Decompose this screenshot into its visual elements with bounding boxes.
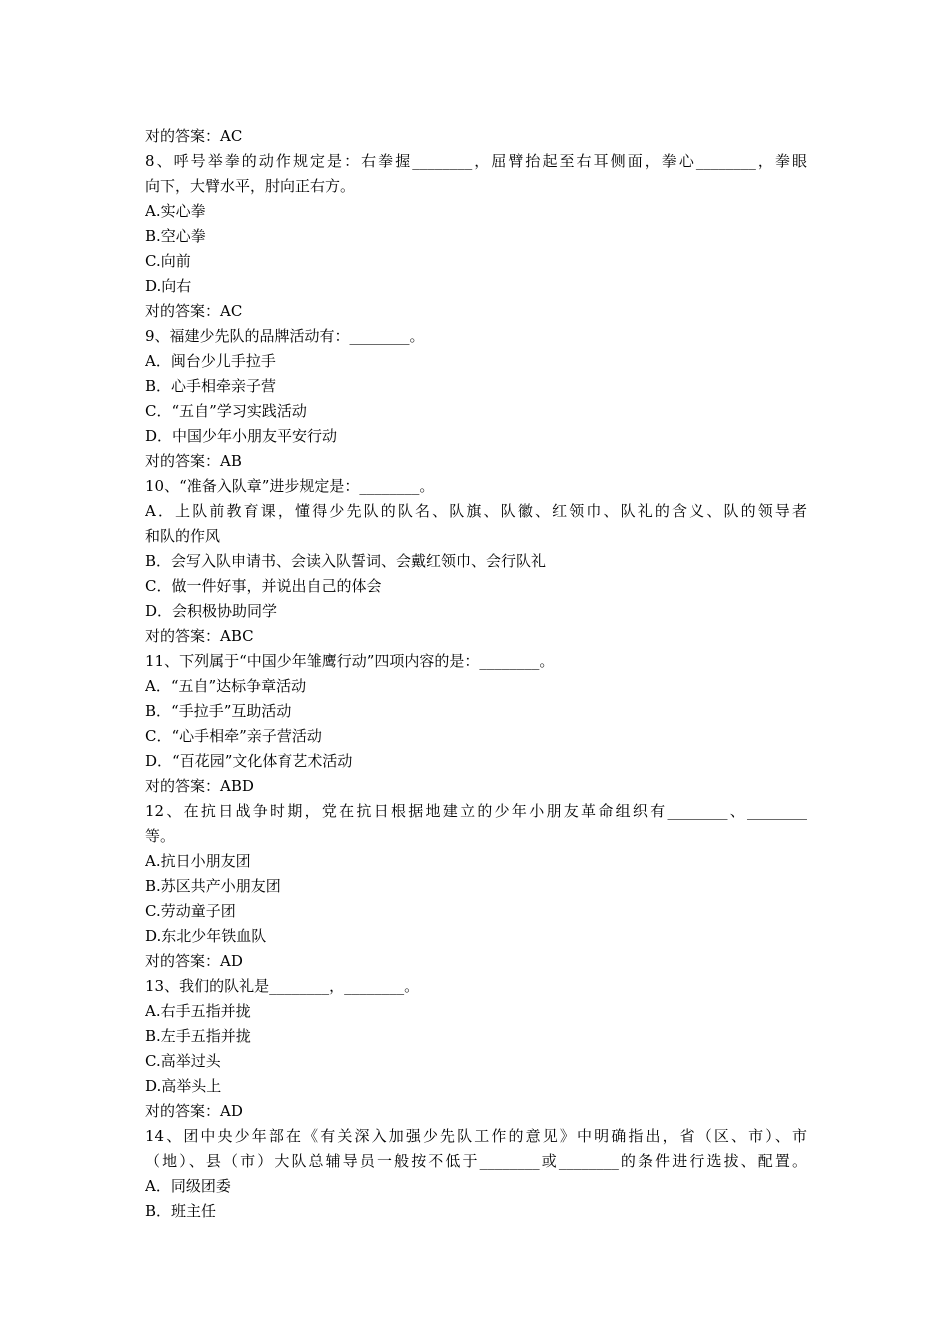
text-line: B.左手五指并拢 [145, 1027, 251, 1045]
text-line: A．上队前教育课，懂得少先队的队名、队旗、队徽、红领巾、队礼的含义、队的领导者 [145, 502, 807, 520]
text-line: 对的答案：AD [145, 952, 243, 970]
text-line: D.高举头上 [145, 1077, 222, 1095]
text-line: 8、呼号举拳的动作规定是：右拳握________，屈臂抬起至右耳侧面，拳心________，拳眼 [145, 152, 807, 170]
text-line: D.东北少年铁血队 [145, 927, 267, 945]
text-line: 对的答案：ABD [145, 777, 254, 795]
text-line: 向下，大臂水平，肘向正右方。 [145, 177, 356, 195]
text-line: 9、福建少先队的品牌活动有：________。 [145, 327, 425, 345]
text-line: B．班主任 [145, 1202, 217, 1220]
text-line: 10、“准备入队章”进步规定是：________。 [145, 477, 435, 495]
text-line: D.向右 [145, 277, 192, 295]
text-line: A.右手五指并拢 [145, 1002, 251, 1020]
text-line: D．会积极协助同学 [145, 602, 278, 620]
text-line: A．“五自”达标争章活动 [145, 677, 307, 695]
text-line: C.劳动童子团 [145, 902, 236, 920]
text-line: 对的答案：AD [145, 1102, 243, 1120]
text-line: 对的答案：AC [145, 127, 243, 145]
text-line: 14、团中央少年部在《有关深入加强少先队工作的意见》中明确指出，省（区、市）、市 [145, 1127, 807, 1145]
text-line: 对的答案：AC [145, 302, 243, 320]
text-line: C.向前 [145, 252, 191, 270]
text-line: A.抗日小朋友团 [145, 852, 251, 870]
text-line: 11、下列属于“中国少年雏鹰行动”四项内容的是：________。 [145, 652, 555, 670]
text-line: C．“心手相牵”亲子营活动 [145, 727, 322, 745]
text-line: （地）、县（市）大队总辅导员一般按不低于________或________的条件进行选拔、配置。 [145, 1152, 807, 1170]
text-line: 对的答案：AB [145, 452, 242, 470]
text-line: B．“手拉手”互助活动 [145, 702, 292, 720]
text-line: B．心手相牵亲子营 [145, 377, 277, 395]
text-line: 13、我们的队礼是________，________。 [145, 977, 420, 995]
text-line: B.苏区共产小朋友团 [145, 877, 281, 895]
document-page [145, 124, 807, 1224]
text-line: A.实心拳 [145, 202, 206, 220]
text-line: C．做一件好事，并说出自己的体会 [145, 577, 382, 595]
text-line: C．“五自”学习实践活动 [145, 402, 307, 420]
text-line: 等。 [145, 827, 176, 845]
text-line: A．闽台少儿手拉手 [145, 352, 276, 370]
text-line: A．同级团委 [145, 1177, 231, 1195]
text-line: B.空心拳 [145, 227, 206, 245]
text-line: 和队的作风 [145, 527, 221, 545]
text-line: C.高举过头 [145, 1052, 221, 1070]
text-line: D．中国少年小朋友平安行动 [145, 427, 338, 445]
text-line: D．“百花园”文化体育艺术活动 [145, 752, 353, 770]
text-line: 对的答案：ABC [145, 627, 254, 645]
text-line: B．会写入队申请书、会读入队誓词、会戴红领巾、会行队礼 [145, 552, 547, 570]
text-line: 12、在抗日战争时期，党在抗日根据地建立的少年小朋友革命组织有________、________ [145, 802, 807, 820]
